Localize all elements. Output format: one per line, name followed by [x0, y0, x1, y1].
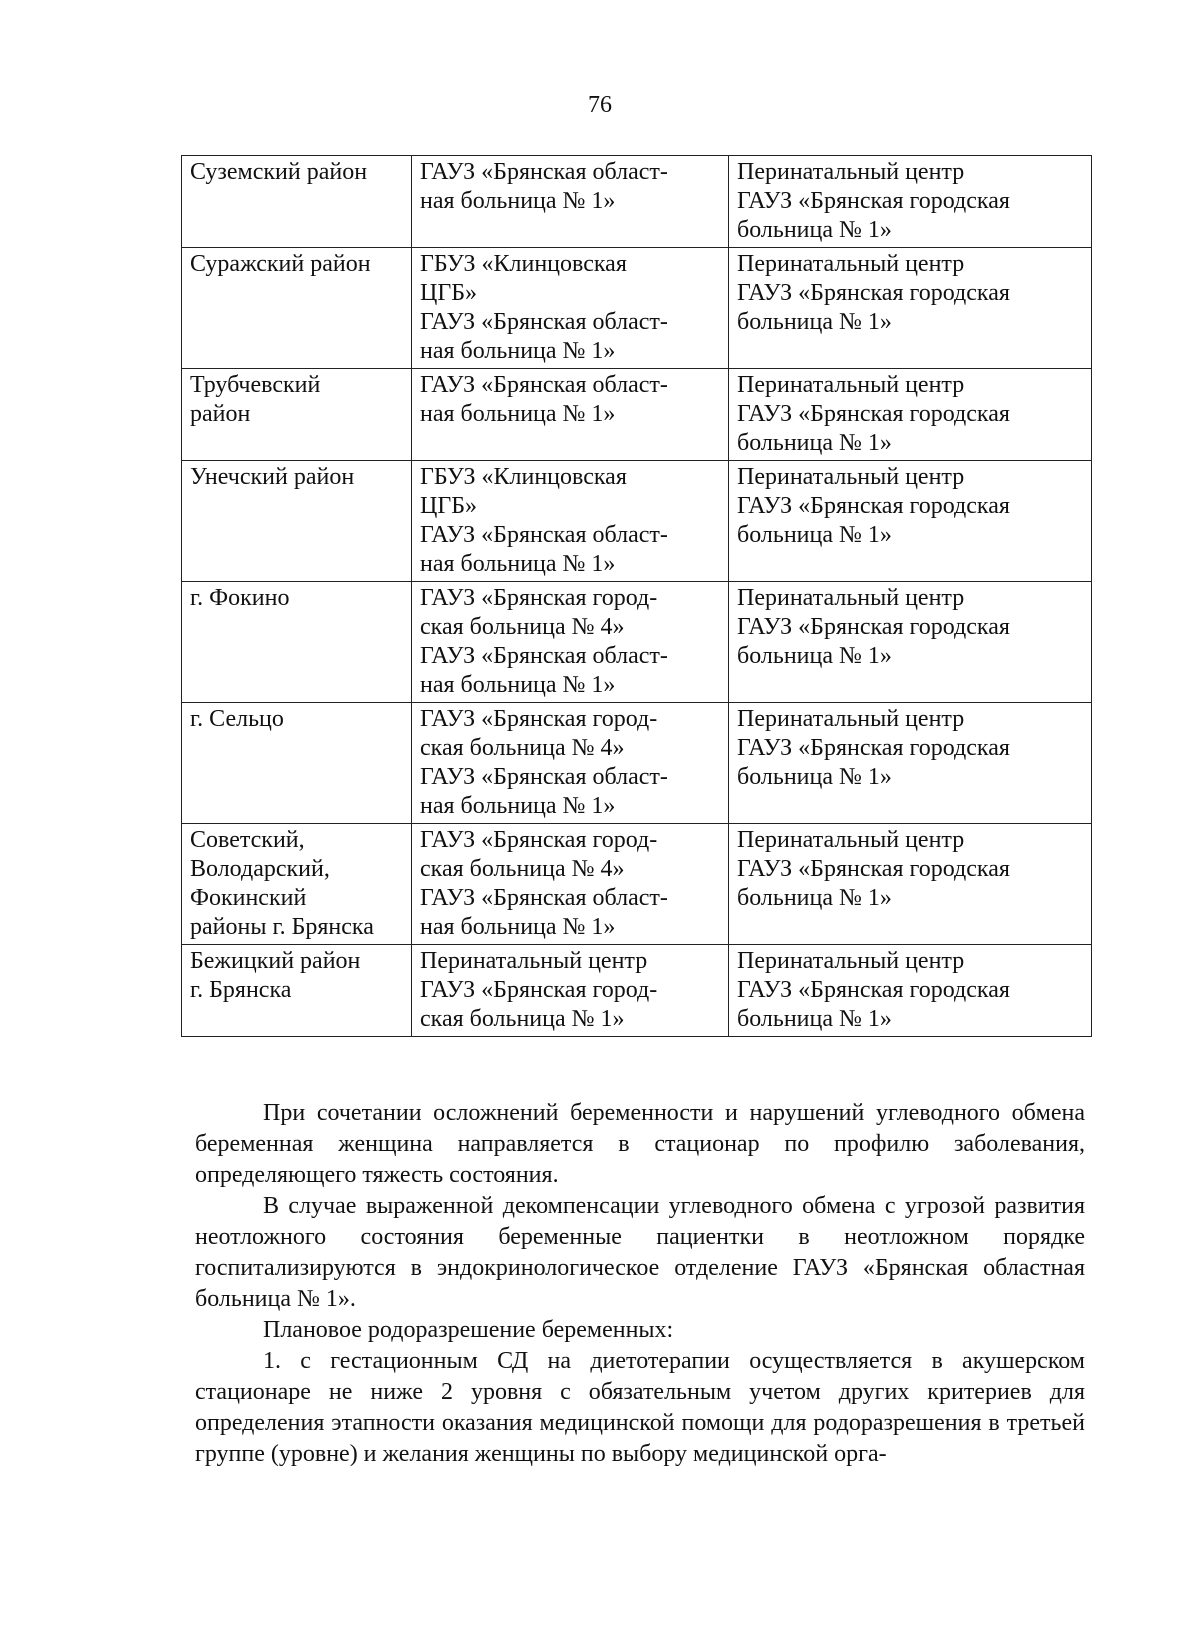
- paragraph: 1. с гестационным СД на диетотерапии осуществляется в акушерском стационаре не ниже 2 уровня с обязательным учетом других критериев для определения этапности оказания медицинской помощи для родоразрешения в третьей группе (уровне) и желания женщины по выбору медицинской орга-: [195, 1348, 1085, 1467]
- district-cell: Суземский район: [182, 156, 412, 248]
- district-cell: г. Фокино: [182, 582, 412, 703]
- perinatal-cell: Перинатальный центр ГАУЗ «Брянская городская больница № 1»: [729, 582, 1092, 703]
- district-cell: г. Сельцо: [182, 703, 412, 824]
- table-row: [182, 461, 1092, 582]
- table-row: [182, 824, 1092, 945]
- perinatal-cell: Перинатальный центр ГАУЗ «Брянская городская больница № 1»: [729, 248, 1092, 369]
- district-cell: Советский, Володарский, Фокинский районы г. Брянска: [182, 824, 412, 945]
- hospital-cell: ГАУЗ «Брянская област- ная больница № 1»: [412, 369, 729, 461]
- table-row: [182, 582, 1092, 703]
- table-row: [182, 703, 1092, 824]
- hospital-cell: ГАУЗ «Брянская город- ская больница № 4» ГАУЗ «Брянская област- ная больница № 1»: [412, 703, 729, 824]
- perinatal-cell: Перинатальный центр ГАУЗ «Брянская городская больница № 1»: [729, 945, 1092, 1037]
- perinatal-cell: Перинатальный центр ГАУЗ «Брянская городская больница № 1»: [729, 824, 1092, 945]
- body-text: [195, 1098, 1085, 1470]
- paragraph: В случае выраженной декомпенсации углеводного обмена с угрозой развития неотложного состояния беременные пациентки в неотложном порядке госпитализируются в эндокринологическое отделение ГАУЗ «Брянская областная больница № 1».: [195, 1193, 1085, 1312]
- district-cell: Трубчевский район: [182, 369, 412, 461]
- hospital-cell: ГАУЗ «Брянская област- ная больница № 1»: [412, 156, 729, 248]
- hospital-cell: ГБУЗ «Клинцовская ЦГБ» ГАУЗ «Брянская област- ная больница № 1»: [412, 461, 729, 582]
- routing-table: [181, 155, 1092, 1037]
- perinatal-cell: Перинатальный центр ГАУЗ «Брянская городская больница № 1»: [729, 369, 1092, 461]
- table-row: [182, 248, 1092, 369]
- hospital-cell: ГАУЗ «Брянская город- ская больница № 4» ГАУЗ «Брянская област- ная больница № 1»: [412, 824, 729, 945]
- table-row: [182, 156, 1092, 248]
- table-row: [182, 945, 1092, 1037]
- district-cell: Унечский район: [182, 461, 412, 582]
- page-number: 76: [588, 92, 612, 118]
- district-cell: Суражский район: [182, 248, 412, 369]
- perinatal-cell: Перинатальный центр ГАУЗ «Брянская городская больница № 1»: [729, 461, 1092, 582]
- hospital-cell: ГБУЗ «Клинцовская ЦГБ» ГАУЗ «Брянская област- ная больница № 1»: [412, 248, 729, 369]
- paragraph: При сочетании осложнений беременности и нарушений углеводного обмена беременная женщина направляется в стационар по профилю заболевания, определяющего тяжесть состояния.: [195, 1100, 1085, 1188]
- perinatal-cell: Перинатальный центр ГАУЗ «Брянская городская больница № 1»: [729, 156, 1092, 248]
- paragraph: Плановое родоразрешение беременных:: [263, 1317, 674, 1343]
- perinatal-cell: Перинатальный центр ГАУЗ «Брянская городская больница № 1»: [729, 703, 1092, 824]
- district-cell: Бежицкий район г. Брянска: [182, 945, 412, 1037]
- table-row: [182, 369, 1092, 461]
- hospital-cell: Перинатальный центр ГАУЗ «Брянская город- ская больница № 1»: [412, 945, 729, 1037]
- hospital-cell: ГАУЗ «Брянская город- ская больница № 4» ГАУЗ «Брянская област- ная больница № 1»: [412, 582, 729, 703]
